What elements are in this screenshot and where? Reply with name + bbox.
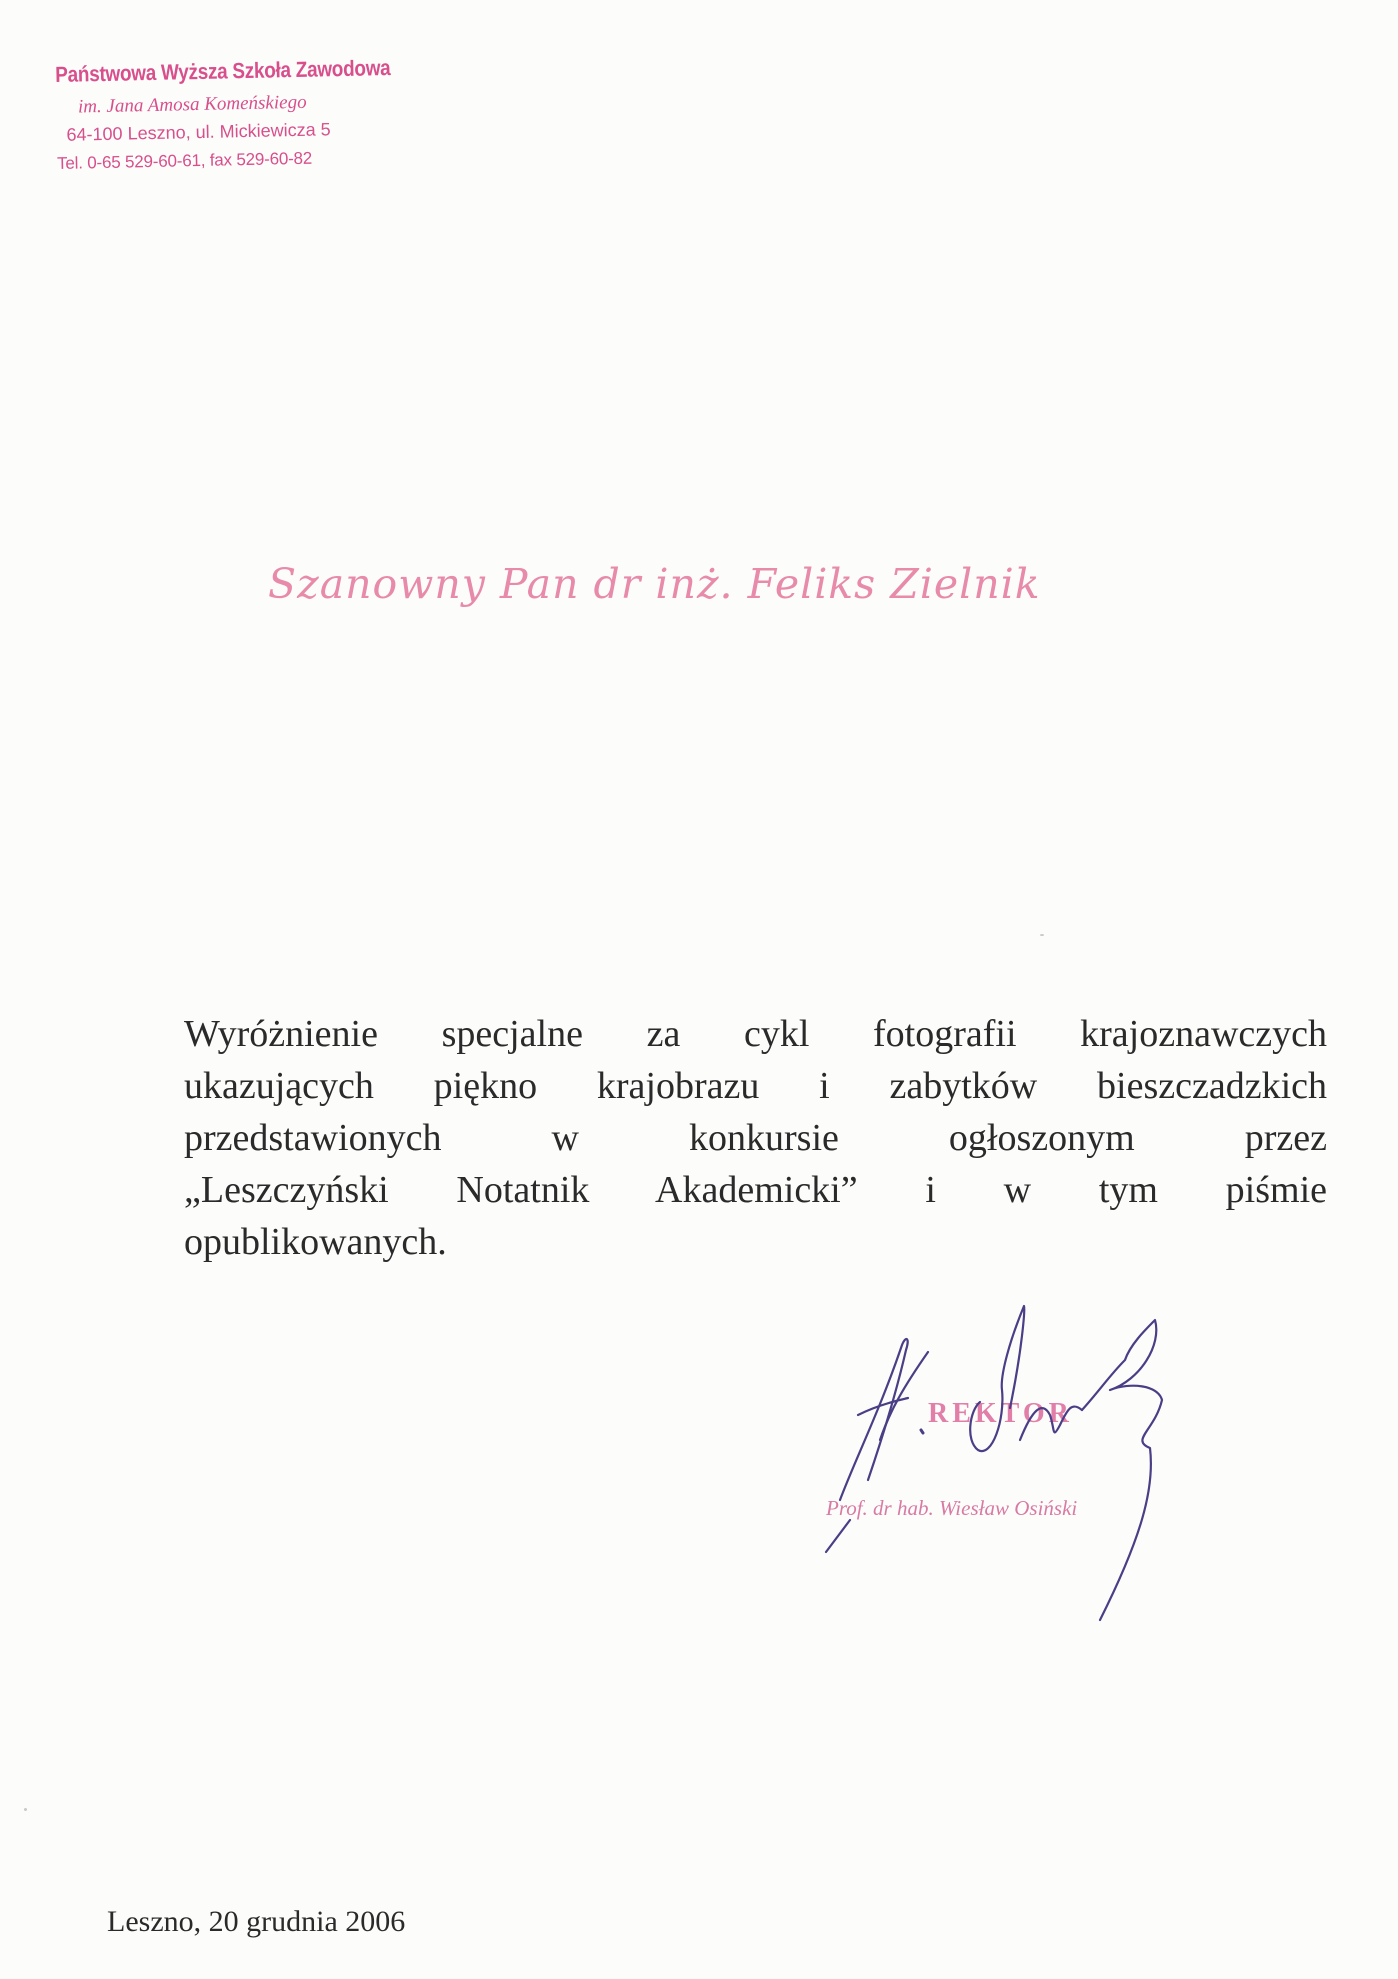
institution-address: 64-100 Leszno, ul. Mickiewicza 5 bbox=[66, 119, 331, 145]
scan-speck bbox=[24, 1808, 27, 1811]
rector-title: REKTOR bbox=[928, 1398, 1073, 1429]
body-line: opublikowanych. bbox=[184, 1221, 447, 1263]
institution-patron: im. Jana Amosa Komeńskiego bbox=[77, 92, 307, 118]
rector-name: Prof. dr hab. Wiesław Osiński bbox=[826, 1496, 1078, 1520]
letterhead-stamp bbox=[55, 54, 437, 173]
salutation: Szanowny Pan dr inż. Feliks Zielnik bbox=[268, 560, 1041, 608]
handwritten-signature bbox=[810, 1290, 1230, 1650]
letter-body bbox=[184, 1008, 1327, 1268]
scan-speck bbox=[1040, 934, 1044, 936]
place-and-date: Leszno, 20 grudnia 2006 bbox=[107, 1905, 406, 1938]
signature-block bbox=[810, 1290, 1230, 1650]
body-line: ukazujących piękno krajobrazu i zabytków bieszczadzkich bbox=[184, 1065, 1327, 1107]
body-line: „Leszczyński Notatnik Akademicki” i w tym piśmie bbox=[184, 1169, 1327, 1211]
institution-phone: Tel. 0-65 529-60-61, fax 529-60-82 bbox=[56, 148, 313, 173]
body-line: Wyróżnienie specjalne za cykl fotografii krajoznawczych bbox=[184, 1013, 1327, 1055]
body-line: przedstawionych w konkursie ogłoszonym przez bbox=[184, 1117, 1327, 1159]
institution-name: Państwowa Wyższa Szkoła Zawodowa bbox=[55, 54, 391, 87]
